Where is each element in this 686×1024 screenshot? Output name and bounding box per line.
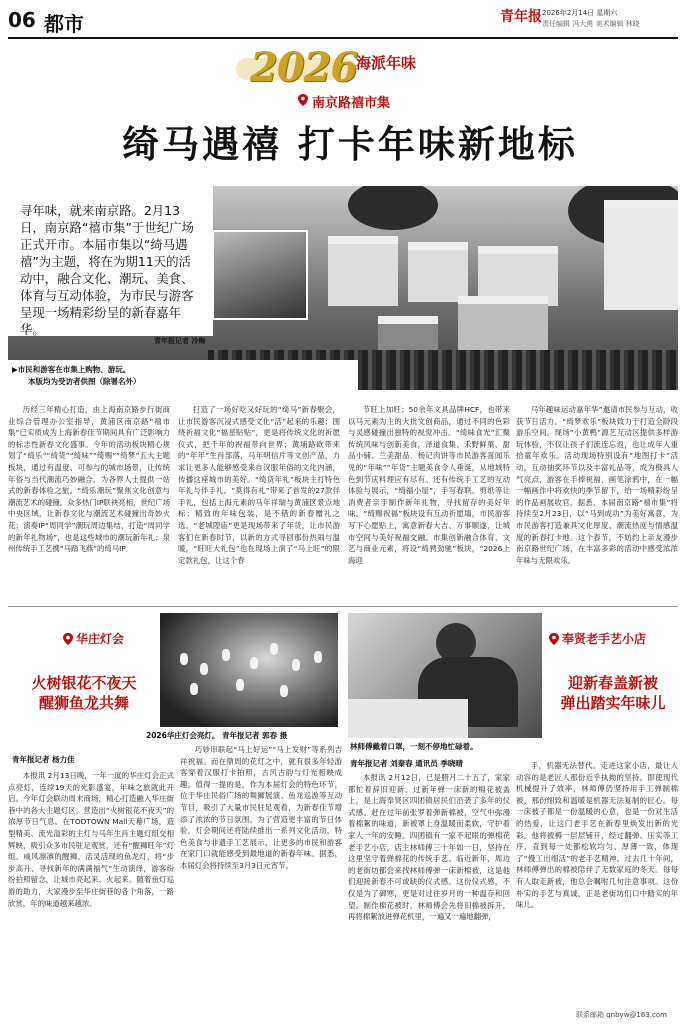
section-divider xyxy=(8,606,678,607)
lead-paragraph-box xyxy=(8,186,213,336)
newspaper-logo: 青年报 xyxy=(500,9,542,25)
section-headline-line1: 迎新春盖新被 xyxy=(567,674,658,692)
section-tag-lantern-festival: 华庄灯会 xyxy=(76,632,125,646)
body-text: 历经三年精心打造，由上海南京路步行街商业综合管理办公室指导，黄浦区南京路“禧市集”已实质成为上海新春佳节期间具有广泛影响力的标志性新春文化盛事。今年的活动板块精心规划了“绮乐”“绮货”“绮味”“绮赐”“绮梦”五大主题板块，通过有温度、可参与的城市场景，让传统年俗与当代潮流巧妙融合，为各界人士提供一站式的新春体验之旅。“绮乐潮玩”聚焦文化创意与潮流艺术的碰撞。众多热门IP联袂亮相，世纪广场中央区域，让新春文化与潮流艺术碰撞出奇妙火花；演奏IP“周同学”潮玩周边集结，打造“周同学的新年礼物场”，也是这些城市的潮玩新年礼；泉州传统手工艺携“马踏飞燕”的绮马IP xyxy=(8,405,170,554)
byline: 青年报记者 刘秦春 通讯员 季晓晴 xyxy=(350,759,463,768)
section-tag-craft-shop: 奉贤老手艺小店 xyxy=(562,632,647,646)
body-column-3 xyxy=(348,404,510,600)
body-text: 手，机器无法替代。走进这家小店，最让人动容的是老匠人那份近乎执拗的坚持。即使现代机械提升了效率，林师傅仍坚持用手工弹制棉被，那份细致和温暖是机器无法复制的匠心。每一床被子都是一份温暖的心意，也是一份对生活的热爱，让这门老手艺在新春里焕发出新的光彩。他将被褥一层层铺开，经过翻弹、压实等工序，直到每一处都松软均匀、厚薄一致，体现了“慢工出细活”的老手艺精神。过去几十年间，林师傅弹出的棉被陪伴了无数家庭的冬天。每每有人取走新被，他总会嘱咐几句注意事项。这份朴实的手艺与真诚，正是老街坊们口中踏实的年味儿。 xyxy=(516,761,678,910)
cotton-craft-photo xyxy=(348,613,542,738)
body-text: 本报讯 2月12日，已是腊月二十五了，家家都忙着辞旧迎新。过新年弹一床新的棉花被盖上，是上海奉贤区四团镇居民们沿袭了多年的仪式感。赶在过年前张罗着弹新棉被，空气中弥漫着棉絮的味道，新被罩上身温暖而柔软，守护着家人一年的安睡。四团镇有一家不起眼的弹棉花老手艺小店，店主林师傅三十年如一日，坚持在这里坚守着弹棉花的传统手艺。临近新年，周边的老街坊都会来找林师傅弹一床新棉被，这是他们迎接新春不可或缺的仪式感。这份仪式感，不仅是为了御寒，更是对过往岁月的一种温存和回望。制作棉花被时，林师傅会先将旧棉被拆开，再将棉絮放进弹花机里，一遍又一遍地翻弹， xyxy=(348,773,510,922)
body-text: 巧妙串联起“马上好运”“马上发财”等系列吉祥祝福。而在鼎周的花灯之中，就有很多年轻游客穿着汉服打卡拍照，古风古韵与灯光相映成趣。值得一提的是，作为本届灯会的特色环节，位于华庄民俗广场的舞狮展演、鱼龙巡游等互动节目，吸引了大量市民驻足观看，为新春佳节增添了浓浓的节日氛围。为了营造更丰富的节日体验，灯会期间还将陆续推出一系列文化活动，特色美食与非遗手工艺展示，让更多的市民和游客在家门口就能感受到最地道的新春年味。据悉，本届灯会将持续至3月3日元宵节。 xyxy=(180,745,342,870)
masthead-year: 2026 xyxy=(250,44,358,91)
body-text: 马年趣味运动嘉年华”邀请市民参与互动，收获节日活力。“绮梦欢乐”板块致力于打造全龄段游乐空间。现场“小黄鸭”源艺互动区提供多样游玩体验，不仅让孩子们流连忘返，也让成年人重拾童年欢乐。活动现场特别设有“地图打卡”活动，互动抽奖环节以及丰富礼品等，成为极具人气亮点，游客在手捧祝福、画笔涂鸦中，在一幅一幅画作中将欢快的季节留下，给一场精彩纷呈的作品画展收官。据悉，本届南京路“禧市集”将持续至2月23日，以“马到成功”为美好寓意，为市民游客打造兼具文化厚度、潮流热度与情感温度的新春打卡地。这个春节，不妨约上亲友漫步南京路世纪广场，在丰富多彩的活动中感受浓浓年味与无限欢乐。 xyxy=(516,405,678,565)
body-text: 节旺上加旺；50余年文具品牌HCF，也带来以马元素为主的大批文创商品，通过不同的色彩与灵感碰撞出独特的视觉冲击。“绮味食光”汇聚传统风味与创新美食，泽道食集、禾野鲜菓、甜品小铺、兰美甜品、杨记肉饼等市民游客喜闻乐见的“年味”“年货”主题美食令人垂涎，从地域特色到节庆料理应有尽有。还有传统手工艺的互动体验与展示，“绮福小屋”，手写春联、剪纸等让消费者亲手制作新年礼物，寻找留存的美好年味。“绮赐祝福”板块设有互动祈愿墙，市民游客写下心愿贴上，寓意新春大吉、万事顺遂，让城市空间与美好祝福交融。市集创新融合体育、文艺与商业元素，将设“绮骋劲驰”板块，“2026上海迎 xyxy=(348,405,510,565)
body-column-1 xyxy=(8,404,170,600)
body-column-4 xyxy=(516,404,678,600)
editors-line: 责任编辑 冯大勇 美术编辑 林晓 xyxy=(542,20,640,28)
craft-photo-caption: 林师傅戴着口罩，一刻不停地忙碌着。 xyxy=(350,742,478,751)
inset-photo-credit: 青年报记者 冷梅 xyxy=(154,337,206,345)
photo-source-note: 本版均为受访者供图（除署名外） xyxy=(28,377,141,386)
masthead-tag: 海派年味 xyxy=(356,54,417,72)
body-text: 打造了一场好吃又好玩的“绮马”新春聚会，让市民游客沉浸式感受文化“活”起来的乐趣；围绕祈福文化“福星贴贴”，更是将传统文化的祈愿仪式，把千年的祝福带向世界；黄埔路欧带来的“年年”生肖部落，马年明信片等文创产品，力求让更多人能够感受来自汉服年俗的文化内涵，传播这座城市的美好。“绮货年礼”板块主打特色年礼与伴手礼。“莫得有礼”带来了首发的27款伴手礼，包括上海元素的马年祥瑞与黄浦区景点地标；精致的年味包装，是不错的新春赠礼之选。“老城隍庙”更是现场带来了年货，让市民游客们在新春时节，以新的方式寻回那份热闹与温暖，“旺旺大礼包”也在现场上演了“马上旺”的限定款礼包，让这个春 xyxy=(178,405,340,565)
body-text: 本报讯 2月13日晚，一年一度的华庄灯会正式点亮灯，连续19天的光影盛宴，年味之旅就此开启。今年灯会联动周末商场，精心打造融入华庄街巷中的各大主题灯区，营造出“火树银花不夜天”的浓厚节日气息。在TODTOWN Mall天幕广场，造型精美、流光溢彩的主灯与马年生肖主题灯组交相辉映，吸引众多市民驻足观赏，还有“醒狮旺年”灯组、威风凛凛的醒狮、活灵活现的鱼龙灯，将“步步高升、寻找新年的满满福气”生动演绎，游客纷纷拍照留念，让城市亮起来、火起来。随着鱼灯巡游的助力，大家漫步至华庄街巷的各个角落，一路欣赏，年的味道越来越浓。 xyxy=(8,771,174,908)
lantern-article-column-1 xyxy=(8,770,174,1002)
location-pin-icon xyxy=(62,633,74,645)
issue-date: 2026年2月14日 星期六 xyxy=(542,9,618,17)
lantern-article-column-2 xyxy=(180,744,342,1002)
section-title: 都市 xyxy=(44,12,84,36)
lantern-photo xyxy=(160,613,338,727)
column-tag: 南京路禧市集 xyxy=(312,96,391,111)
inset-photo xyxy=(212,230,308,320)
location-pin-icon xyxy=(297,94,309,106)
contact-email: 联系邮箱 qnbyw@163.com xyxy=(576,1011,667,1019)
byline: 青年报记者 杨力佳 xyxy=(12,755,75,764)
headline: 绮马遇禧 打卡年味新地标 xyxy=(122,123,578,166)
section-headline-line1: 火树银花不夜天 xyxy=(31,674,137,692)
header-rule xyxy=(8,37,678,39)
location-pin-icon xyxy=(548,633,560,645)
lantern-photo-caption: 2026华庄灯会亮灯。 青年报记者 郭春 摄 xyxy=(146,731,288,740)
craft-article-column-1 xyxy=(348,772,510,1002)
craft-article-column-2 xyxy=(516,760,678,1002)
body-column-2 xyxy=(178,404,340,600)
section-headline-line2: 醒狮鱼龙共舞 xyxy=(38,694,129,712)
main-photo-caption: ▶市民和游客在市集上购物、游玩。 xyxy=(12,365,131,374)
section-headline-line2: 弹出踏实年味儿 xyxy=(560,694,666,712)
lead-paragraph: 寻年味，就来南京路。2月13日，南京路“禧市集”于世纪广场正式开市。本届市集以“绮马遇禧”为主题，将在为期11天的活动中，融合文化、潮玩、美食、体育与互动体验，为市民与游客呈现一场精彩纷呈的新春嘉年华。 xyxy=(20,203,194,337)
page-number: 06 xyxy=(8,8,36,32)
